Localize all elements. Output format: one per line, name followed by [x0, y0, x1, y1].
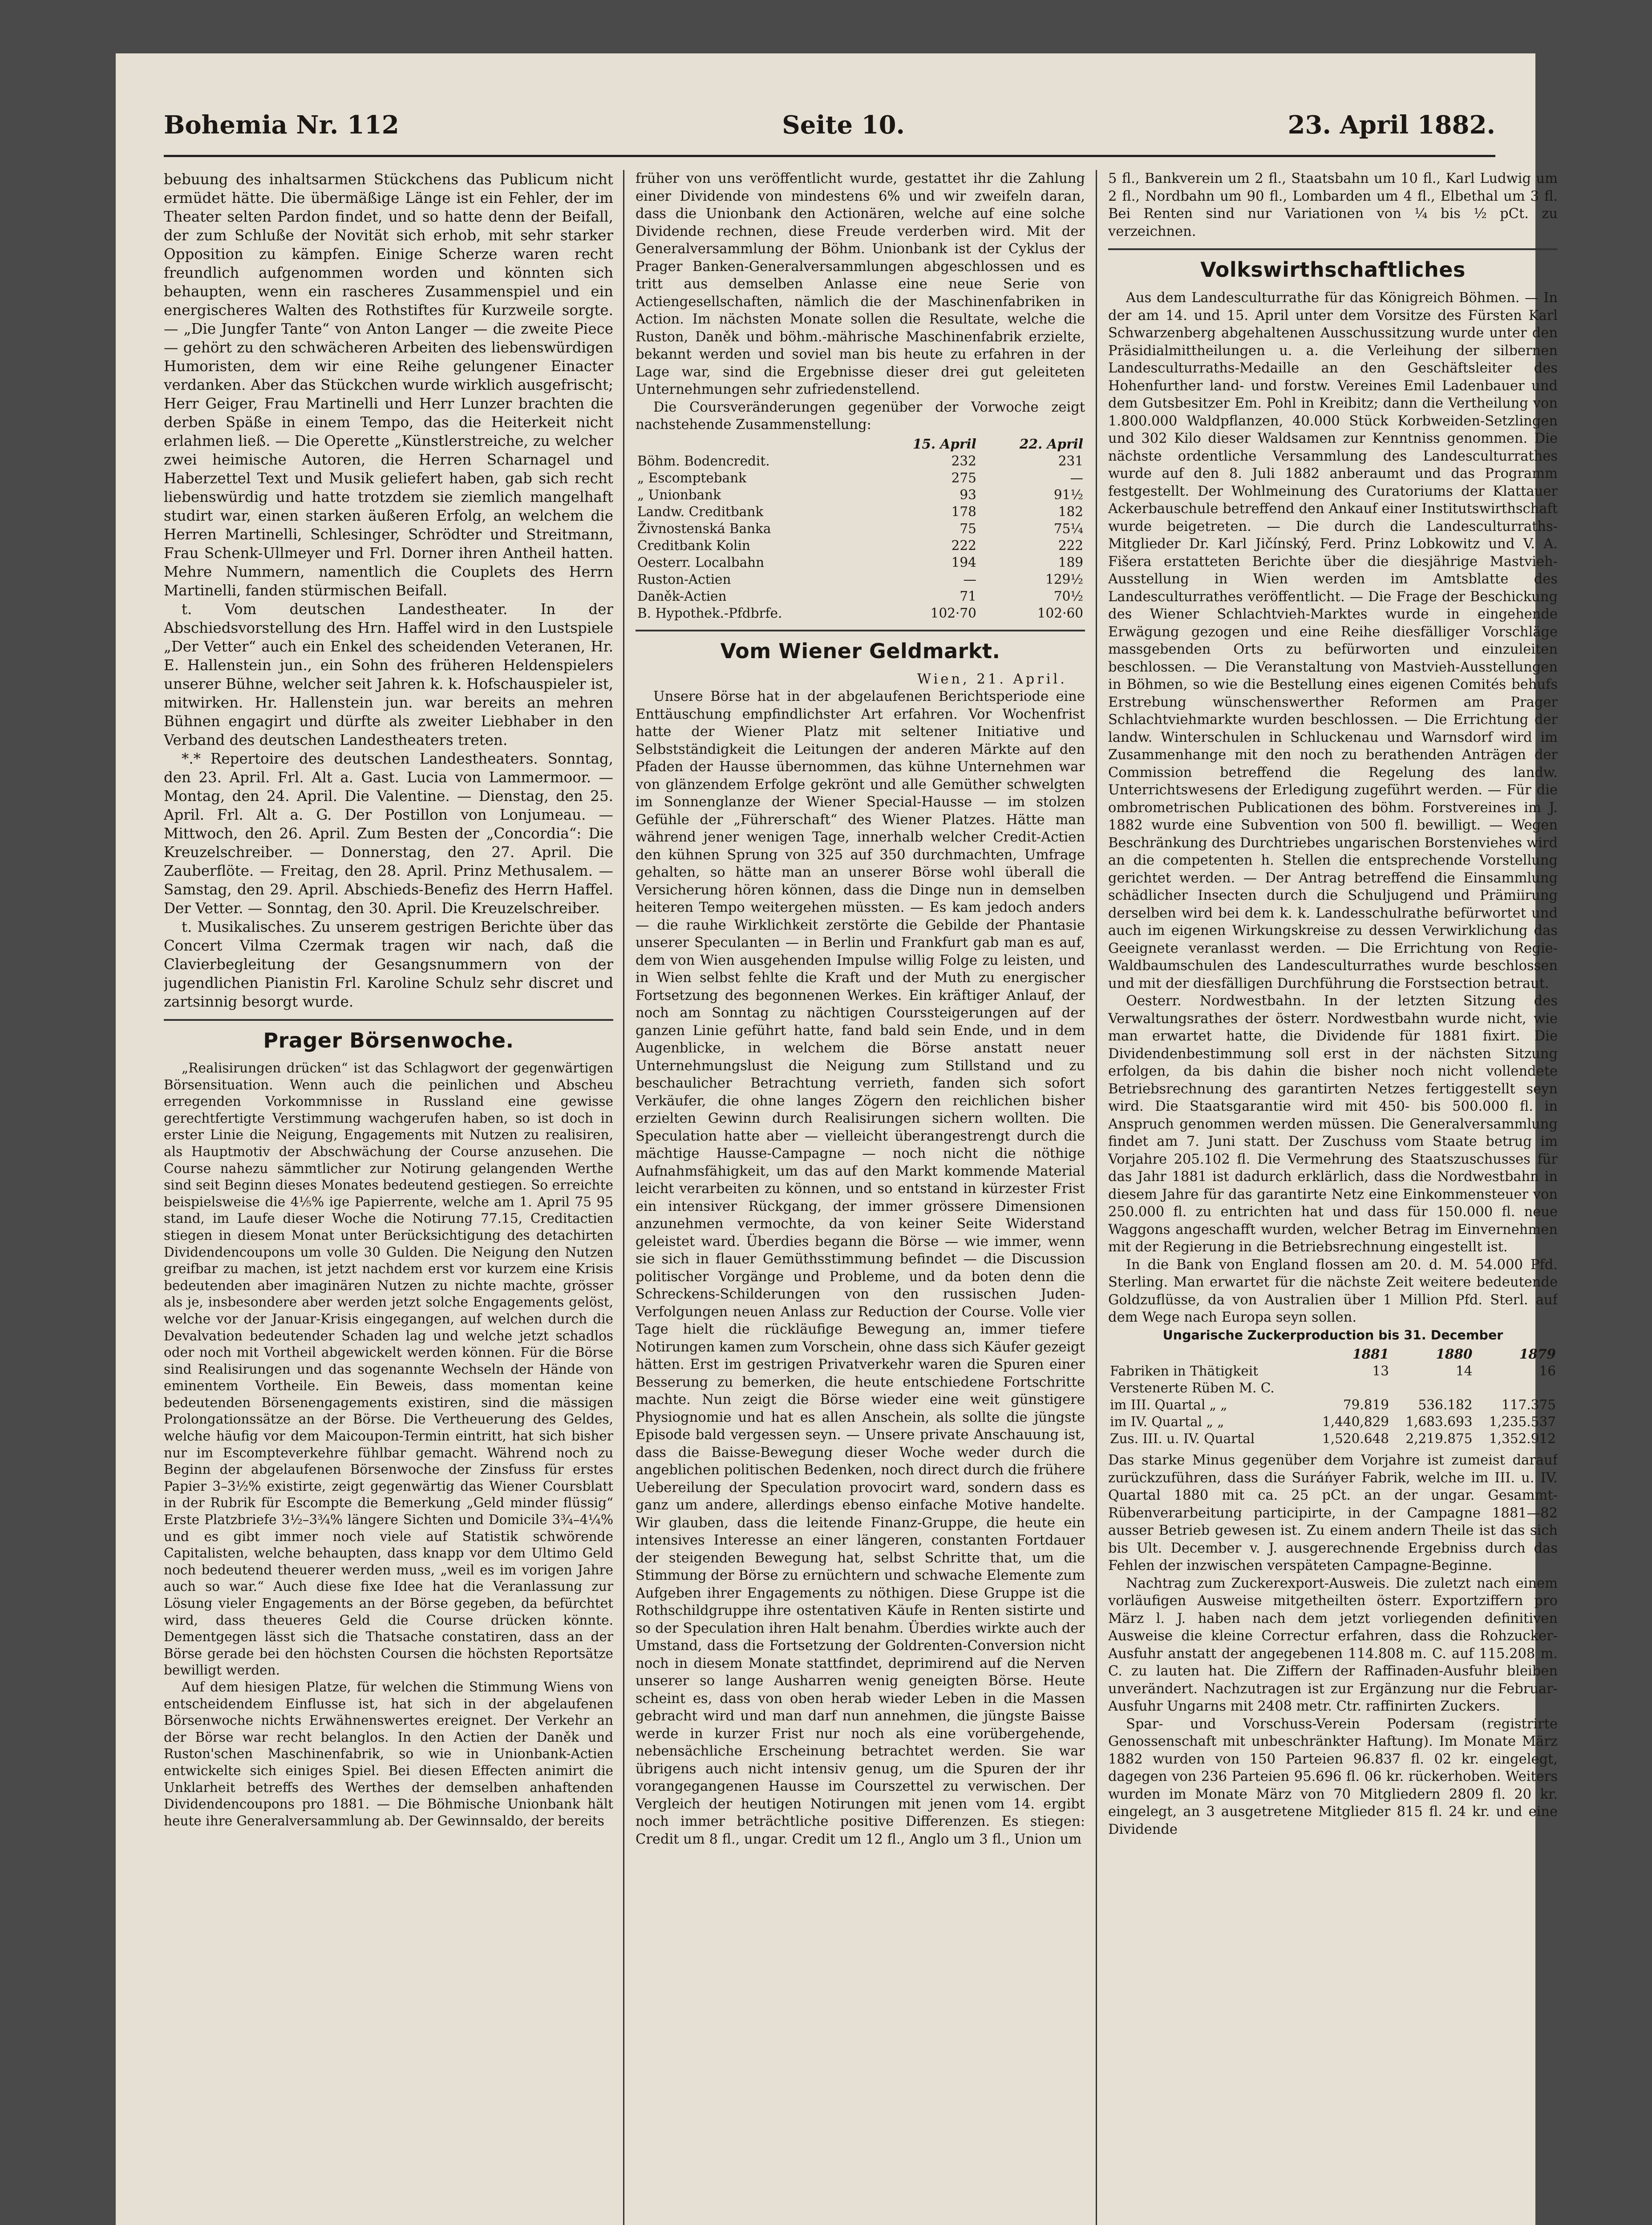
table-row — [1108, 1413, 1558, 1430]
table-row — [1108, 1396, 1558, 1413]
table-cell: 1,440,829 — [1322, 1414, 1389, 1429]
table-row — [1108, 1380, 1558, 1396]
theatre-review-text: bebuung des inhaltsarmen Stückchens das Publicum nicht ermüdet hätte. Die übermäßige Länge ist ein Fehler, der im Theater selten Pardon findet, und so hatte denn der Beifall, der zum Schluße der Novität sich erhob, mit sehr starker Opposition zu kämpfen. Einige Scherze waren recht freundlich aufgenommen worden und könnten sich behaupten, wenn ein rascheres Zusammenspiel und ein energischeres Walten des Rothstiftes für Kurzweile sorgte. — „Die Jungfer Tante“ von Anton Langer — die zweite Piece — gehört zu den schwächeren Arbeiten des liebenswürdigen Humoristen, dem wir eine Reihe gelungener Einacter verdanken. Aber das Stückchen wurde wirklich ausgefrischt; Herr Geiger, Frau Martinelli und Herr Lunzer brachten die derben Späße in einem Tempo, das die Heiterkeit nicht erlahmen ließ. — Die Operette „Künstlerstreiche, zu welcher zwei heimische Autoren, die Herren Scharnagel und Haberzettel Text und Musik geliefert haben, gab sich recht liebenswürdig und hatte trotzdem sie ziemlich mangelhaft studirt war, einen starken äußeren Erfolg, an welchem die Herren Martinelli, Schlesinger, Schrödter und Streitmann, Frau Schenk-Ullmeyer und Frl. Dorner ihren Antheil hatten. Mehre Nummern, namentlich die Couplets des Herrn Martinelli, fanden stürmischen Beifall. — [164, 171, 613, 599]
table-cell: Böhm. Bodencredit. — [637, 453, 770, 469]
table-cell: Zus. III. u. IV. Quartal — [1110, 1431, 1255, 1446]
article-paragraph: Spar- und Vorschuss-Verein Podersam (registrirte Genossenschaft mit unbeschränkter Haftung). Im Monate März 1882 wurden von 150 Parteien 96.837 fl. 02 kr. eingelegt, dagegen von 236 Parteien 95.696 fl. 06 kr. rückerhoben. Weiters wurden im Monate März von 70 Mitgliedern 2809 fl. 20 kr. eingelegt, an 3 ausgetretene Mitglieder 815 fl. 24 kr. und eine Dividende — [1108, 1716, 1558, 1837]
table-cell — [1391, 1380, 1474, 1396]
table-cell: 93 — [960, 487, 976, 502]
table-header-row — [1108, 1346, 1558, 1363]
table-row — [636, 520, 1085, 537]
table-cell: „ Unionbank — [637, 487, 721, 502]
article-paragraph: Die Coursveränderungen gegenüber der Vorwoche zeigt nachstehende Zusammenstellung: — [636, 399, 1085, 433]
table-cell: Živnostenská Banka — [637, 521, 771, 536]
table-cell: 79.819 — [1343, 1397, 1389, 1412]
table-row — [636, 486, 1085, 503]
table-row — [636, 537, 1085, 554]
table-cell — [1474, 1380, 1558, 1396]
table-header: 1880 — [1436, 1346, 1473, 1362]
table-cell: 178 — [951, 504, 976, 519]
table-header: 22. April — [1019, 436, 1083, 452]
article-paragraph: In die Bank von England flossen am 20. d. M. 54.000 Pfd. Sterling. Man erwartet für die nächste Zeit weitere bedeutende Goldzuflüsse, da von Australien über 1 Million Pfd. Sterl. auf dem Wege nach Europa seyn sollen. — [1108, 1257, 1558, 1325]
table-cell: 75 — [960, 521, 976, 536]
table-row — [636, 571, 1085, 588]
article-paragraph: Aus dem Landesculturrathe für das Königreich Böhmen. — In der am 14. und 15. April unter dem Vorsitze des Fürsten Karl Schwarzenberg abgehaltenen Ausschussitzung wurde unter den Präsidialmittheilungen u. a. die Verleihung der silbernen Landesculturraths-Medaille an den Geschäftsleiter des Hohenfurther land- und forstw. Vereines Emil Ladenbauer und dem Gutsbesitzer Em. Pohl in Kreibitz; dann die Vertheilung von 1.800.000 Waldpflanzen, 40.000 Stück Korbweiden-Setzlingen und 302 Kilo dieser Waldsamen zur Kenntniss genommen. Die nächste ordentliche Versammlung des Landesculturrathes wurde auf den 8. Juli 1882 anberaumt und das Programm festgestellt. Der Wohlmeinung des Curatoriums der Klattauer Ackerbauschule betreffend den Ankauf einer Institutswirthschaft wurde beigetreten. — Die durch die Landesculturraths-Mitglieder Dr. Karl Jičínský, Ferd. Prinz Lobkowitz und V. A. Fišera erstatteten Berichte über die diesjährige Mastvieh-Ausstellung in Wien werden im Amtsblatte des Landesculturrathes veröffentlicht. — Die Frage der Beschickung des Wiener Schlachtvieh-Marktes wurde in eingehende Erwägung gezogen und eine Reihe diesfälliger Vorschläge massgebenden Orts zu befürworten und einzuleiten beschlossen. — Die Veranstaltung von Mastvieh-Ausstellungen in Böhmen, so wie die Bestellung eines eigenen Comités behufs Erstrebung wünschenswerther Reformen am Prager Schlachtviehmarkte wurden beschlossen. — Die Errichtung der landw. Winterschulen in Schluckenau und Warnsdorf wird im Zusammenhange mit den noch zu berathenden Anträgen der Commission betreffend die Regelung des landw. Unterrichtswesens der Erledigung zugeführt werden. — Für die ombrometrischen Publicationen des böhm. Forstvereines im J. 1882 wurde eine Subvention von 500 fl. bewilligt. — Wegen Beschränkung des Durchtriebes ungarischen Borstenviehes wird an die competenten h. Stellen die entsprechende Vorstellung gerichtet werden. — Der Antrag betreffend die Einsammlung schädlicher Insecten durch die Schuljugend und Prämiirung derselben wird bei dem k. k. Landesschulrathe befürwortet und auch im eigenen Wirkungskreise zu dessen Verwirklichung das Geeignete veranlasst werden. — Die Errichtung von Regie-Waldbaumschulen des Landesculturrathes wurde beschlossen und mit der diesfälligen Durchführung die Forstsection betraut. — [1108, 290, 1558, 991]
page-header — [164, 100, 1495, 140]
table-cell: im IV. Quartal „ „ — [1110, 1414, 1224, 1429]
column-rule — [1096, 170, 1097, 2225]
table-cell: 91½ — [1053, 487, 1083, 502]
header-page-number: Seite 10. — [782, 110, 905, 140]
section-rule — [164, 1019, 613, 1021]
table-cell: 182 — [1058, 504, 1083, 519]
table-cell: 536.182 — [1418, 1397, 1473, 1412]
table-cell: Verstenerte Rüben M. C. — [1110, 1380, 1275, 1396]
sugar-production-table — [1108, 1346, 1558, 1447]
article-paragraph: „Realisirungen drücken“ ist das Schlagwort der gegenwärtigen Börsensituation. Wenn auch die peinlichen und Abscheu erregenden Vorkommnisse in Russland eine gewisse gerechtfertigte Verstimmung wachgerufen haben, so ist doch in erster Linie die Neigung, Engagements mit Nutzen zu realisiren, als Hauptmotiv der Abschwächung der Course anzusehen. Die Course nahezu sämmtlicher zur Notirung gelangenden Werthe sind seit Beginn dieses Monates bedeutend gestiegen. So erreichte beispielsweise die 4⅕% ige Papierrente, welche am 1. April 75 95 stand, im Laufe dieser Woche die Notirung 77.15, Creditactien stiegen in diesem Monat unter Berücksichtigung des detachirten Dividendencoupons um volle 30 Gulden. Die Neigung den Nutzen greifbar zu machen, ist jetzt nachdem erst vor kurzem eine Krisis bedeutenden aber imaginären Nutzen zu nichte machte, grösser als je, insbesondere aber werden jetzt solche Engagements gelöst, welche vor der Januar-Krisis eingegangen, auf welchen durch die Devalvation bedeutender Schaden lag und welche jetzt schadlos oder noch mit Vortheil abgewickelt werden können. Für die Börse sind Realisirungen und das sogenannte Wechseln der Hände von eminentem Vortheile. Ein Beweis, dass momentan keine bedeutenden Börsenengagements existiren, sind die mässigen Prolongationssätze an der Börse. Die Vertheuerung des Geldes, welche häufig vor dem Maicoupon-Termin eintritt, hat sich bisher nur im Escompteverkehre fühlbar gemacht. Während noch zu Beginn der abgelaufenen Börsenwoche der Zinsfuss für erstes Papier 3–3½% existirte, zeigt gegenwärtig das Wiener Coursblatt in der Rubrik für Escompte die Bemerkung „Geld minder flüssig“ Erste Platzbriefe 3½–3¾% längere Sichten und Domicile 3¾–4¼% und es gibt immer noch viele auf Statistik schwörende Capitalisten, welche behaupten, dass knapp vor dem Ultimo Geld noch bedeutend theuerer werden muss, „weil es im vorigen Jahre auch so war.“ Auch diese fixe Idee hat die Veranlassung zur Lösung vieler Engagements an der Börse gegeben, da befürchtet wird, dass theueres Geld die Course drücken könnte. Dementgegen lässt sich die Thatsache constatiren, dass an der Börse gerade bei den höchsten Coursen die höchsten Reportsätze bewilligt werden. — [164, 1060, 613, 1678]
article-paragraph: 5 fl., Bankverein um 2 fl., Staatsbahn um 10 fl., Karl Ludwig um 2 fl., Nordbahn um 90 fl., Lombarden um 4 fl., Elbethal um 3 fl. Bei Renten sind nur Variationen von ¼ bis ½ pCt. zu verzeichnen. — [1108, 171, 1558, 239]
table-cell: 222 — [1058, 538, 1083, 553]
article-paragraph: Nachtrag zum Zuckerexport-Ausweis. Die zuletzt nach einem vorläufigen Ausweise mitgetheilten österr. Exportziffern pro März l. J. haben nach dem jetzt vorliegenden definitiven Ausweise die kleine Correctur erfahren, dass die Rohzucker-Ausfuhr anstatt der angegebenen 114.808 m. C. auf 115.208 m. C. zu lauten hat. Die Ziffern der Raffinaden-Ausfuhr bleiben unverändert. Nachzutragen ist zur Ergänzung nur die Februar-Ausfuhr Ungarns mit 2408 metr. Ctr. raffinirten Zuckers. — [1108, 1575, 1558, 1714]
table-row — [636, 503, 1085, 520]
table-header — [636, 436, 871, 453]
table-cell: 232 — [951, 453, 976, 469]
table-row — [1108, 1363, 1558, 1380]
column-2 — [636, 170, 1085, 2225]
table-cell: — — [963, 571, 976, 587]
table-cell: Creditbank Kolin — [637, 538, 750, 553]
table-row — [1108, 1430, 1558, 1447]
section-rule — [1108, 248, 1558, 250]
table-row — [636, 453, 1085, 469]
dateline: Wien, 21. April. — [917, 671, 1067, 687]
section-heading-volkswirthschaftliches: Volkswirthschaftliches — [1200, 258, 1466, 282]
repertoire-notice: *.* Repertoire des deutschen Landestheaters. Sonntag, den 23. April. Frl. Alt a. Gast. Lucia von Lammermoor. — Montag, den 24. April. Die Valentine. — Dienstag, den 25. April. Frl. Alt a. G. Der Postillon von Lonjumeau. — Mittwoch, den 26. April. Zum Besten der „Concordia“: Die Kreuzelschreiber. — Donnerstag, den 27. April. Die Zauberflöte. — Freitag, den 28. April. Prinz Methusalem. — Samstag, den 29. April. Abschieds-Benefiz des Herrn Haffel. Der Vetter. — Sonntag, den 30. April. Die Kreuzelschreiber. — [164, 750, 613, 917]
column-1 — [164, 170, 613, 2225]
table-cell: 16 — [1539, 1363, 1556, 1379]
header-masthead: Bohemia Nr. 112 — [164, 110, 399, 140]
course-changes-table — [636, 436, 1085, 622]
table-cell: — — [1070, 470, 1083, 485]
table-cell: 102·60 — [1037, 605, 1083, 621]
table-cell: Landw. Creditbank — [637, 504, 764, 519]
table-cell: 71 — [960, 588, 976, 604]
table-cell: 1,235.537 — [1489, 1414, 1556, 1429]
table-cell: 14 — [1455, 1363, 1473, 1379]
music-notice: t. Musikalisches. Zu unserem gestrigen Berichte über das Concert Vilma Czermak tragen wir nach, daß die Clavierbegleitung der Gesangsnummern von der jugendlichen Pianistin Frl. Karoline Schulz sehr discret und zartsinnig besorgt wurde. — [164, 918, 613, 1010]
article-paragraph: Auf dem hiesigen Platze, für welchen die Stimmung Wiens von entscheidendem Einflusse ist, hat sich in der abgelaufenen Börsenwoche nichts Erwähnenswertes ereignet. Der Verkehr an der Börse war recht belanglos. In den Actien der Daněk und Ruston'schen Maschinenfabrik, so wie in Unionbank-Actien entwickelte sich einiges Spiel. Bei diesen Effecten animirt die Unklarheit betreffs des Werthes der demselben anhaftenden Dividendencoupons pro 1881. — Die Böhmische Unionbank hält heute ihre Generalversammlung ab. Der Gewinnsaldo, der bereits — [164, 1679, 613, 1829]
table-cell: 2,219.875 — [1405, 1431, 1473, 1446]
section-heading-prager-boersenwoche: Prager Börsenwoche. — [263, 1028, 514, 1052]
table-cell: 13 — [1372, 1363, 1389, 1379]
header-date: 23. April 1882. — [1288, 110, 1495, 140]
table-header: 1881 — [1352, 1346, 1389, 1362]
table-cell — [1308, 1380, 1391, 1396]
table-cell: 231 — [1058, 453, 1083, 469]
table-cell: „ Escomptebank — [637, 470, 747, 485]
table-cell: Daněk-Actien — [637, 588, 727, 604]
newspaper-page — [116, 53, 1558, 2225]
table-cell: 70½ — [1053, 588, 1083, 604]
table-row — [636, 469, 1085, 486]
table-header: 1879 — [1519, 1346, 1556, 1362]
table-header — [1108, 1346, 1308, 1363]
table-cell: im III. Quartal „ „ — [1110, 1397, 1227, 1412]
table-cell: 222 — [951, 538, 976, 553]
table-cell: 117.375 — [1502, 1397, 1556, 1412]
column-3 — [1108, 170, 1558, 2225]
table-cell: 194 — [951, 554, 976, 570]
header-rule — [164, 155, 1495, 157]
article-paragraph: Das starke Minus gegenüber dem Vorjahre ist zumeist darauf zurückzuführen, dass die Suráńyer Fabrik, welche im III. u. IV. Quartal 1880 mit ca. 25 pCt. an der ungar. Gesammt-Rübenverarbeitung participirte, in der Campagne 1881—82 ausser Betrieb gewesen ist. Zu einem andern Theile ist das sich bis Ult. December v. J. ausgerechnende Ergebniss durch das Fehlen der inzwischen verspäteten Campagne-Beginne. — [1108, 1452, 1558, 1574]
table-cell: 189 — [1058, 554, 1083, 570]
table-cell: 129½ — [1045, 571, 1083, 587]
table-cell: 1,683.693 — [1405, 1414, 1473, 1429]
table-row — [636, 588, 1085, 605]
table-cell: 75¼ — [1053, 521, 1083, 536]
table-cell: 1,520.648 — [1322, 1431, 1389, 1446]
table-cell: Ruston-Actien — [637, 571, 731, 587]
landestheater-notice: t. Vom deutschen Landestheater. In der Abschiedsvorstellung des Hrn. Haffel wird in den Lustspiele „Der Vetter“ auch ein Enkel des scheidenden Veteranen, Hr. E. Hallenstein jun., ein Sohn des früheren Heldenspielers unserer Bühne, welcher seit Jahren k. k. Hofschauspieler ist, mitwirken. Hr. Hallenstein jun. war bereits an mehren Bühnen engagirt und dürfte als zweiter Liebhaber in den Verband des deutschen Landestheaters treten. — [164, 601, 613, 748]
table-header-row — [636, 436, 1085, 453]
table-cell: 102·70 — [930, 605, 976, 621]
article-paragraph: Unsere Börse hat in der abgelaufenen Berichtsperiode eine Enttäuschung empfindlichster Art erfahren. Vor Wochenfrist hatte der Wiener Platz mit seltener Initiative und Selbstständigkeit die Leitungen der anderen Märkte auf den Pfaden der Hausse übernommen, das kühne Unternehmen war von glänzendem Erfolge gekrönt und alle Gemüther schwelgten im Sonnenglanze der Wiener Special-Hausse — im stolzen Gefühle der „Führerschaft“ des Wiener Platzes. Hätte man während jener wenigen Tage, innerhalb welcher Credit-Actien den kühnen Sprung von 325 auf 350 durchmachten, Umfrage gehalten, so hätte man an unserer Börse wohl überall die Versicherung hören können, dass die Dinge nun in demselben heiteren Tempo weitergehen müssten. — Es kam jedoch anders — die rauhe Wirklichkeit zerstörte die Gebilde der Phantasie unserer Speculanten — in Berlin und Frankfurt gab man es auf, dem von Wien ausgehenden Impulse willig Folge zu leisten, und in Wien selbst fehlte die Kraft und der Muth zu energischer Fortsetzung des begonnenen Werkes. Ein kräftiger Anlauf, der noch am Sonntag zu nächtigen Courssteigerungen auf der ganzen Linie geführt hatte, fand bald sein Ende, und in dem Augenblicke, in welchem die Börse anstatt neuer Unternehmungslust die Neigung zum Stillstand und zu beschaulicher Betrachtung verrieth, fanden sich sofort Verkäufer, die ohne langes Zögern den reichlichen bisher erzielten Gewinn durch Realisirungen sichern wollten. Die Speculation hatte aber — vielleicht überangestrengt durch die mächtige Hausse-Campagne — noch nicht die nöthige Aufnahmsfähigkeit, um das auf den Markt kommende Material leicht verarbeiten zu können, und so entstand in kürzester Frist ein intensiver Rückgang, der immer grössere Dimensionen anzunehmen vermochte, da von keiner Seite Widerstand geleistet ward. Überdies begann die Börse — wie immer, wenn sie sich in flauer Gemüthsstimmung befindet — die Discussion politischer Vorgänge und Probleme, und da boten denn die Schreckens-Schilderungen von den russischen Juden-Verfolgungen neuen Anlass zur Reduction der Course. Volle vier Tage hielt die rückläufige Bewegung an, immer tiefere Notirungen kamen zum Vorschein, ohne dass sich Käufer gezeigt hätten. Erst im gestrigen Privatverkehr waren die Spuren einer Besserung zu bemerken, die heute entschiedene Fortschritte machte. Nun zeigt die Börse wieder eine weit günstigere Physiognomie und hat es allen Anschein, als sollte die jüngste Episode bald vergessen seyn. — Unsere private Anschauung ist, dass die Baisse-Bewegung dieser Woche weder durch die angeblichen politischen Bedenken, noch direct durch die frühere Uebereilung der Speculation provocirt ward, sondern dass es ganz um andere, allerdings ebenso einfache Motive handelte. Wir glauben, dass die leitende Finanz-Gruppe, die heute ein intensives Interesse an einer längeren, constanten Fortdauer der steigenden Bewegung hat, selbst Schritte that, um die Stimmung der Börse zu ernüchtern und schwache Elemente zum Aufgeben ihrer Engagements zu nöthigen. Diese Gruppe ist die Rothschildgruppe ihre ostentativen Käufe in Renten sistirte und so der Speculation ihren Halt benahm. Überdies wirkte auch der Umstand, dass die Fortsetzung der Goldrenten-Conversion nicht noch in diesem Monate stattfindet, deprimirend auf die Nerven unserer so lange Ausharren wenig geneigten Börse. Heute scheint es, dass von oben herab wieder Leben in die Massen gebracht wird und man darf nun annehmen, die jüngste Baisse werde in kurzer Frist nur noch als eine vorübergehende, nebensächliche Erscheinung betrachtet werden. Sie war übrigens auch nicht intensiv genug, um die Spuren der ihr vorangegangenen Hausse im Courszettel zu verwischen. Der Vergleich der heutigen Notirungen mit jenen vom 14. ergibt noch immer beträchtliche positive Differenzen. Es stiegen: Credit um 8 fl., ungar. Credit um 12 fl., Anglo um 3 fl., Union um — [636, 689, 1085, 1847]
table-cell: 275 — [951, 470, 976, 485]
article-paragraph: Oesterr. Nordwestbahn. In der letzten Sitzung des Verwaltungsrathes der österr. Nordwestbahn wurde nicht, wie man erwartet hatte, die Dividende für 1881 fixirt. Die Dividendenbestimmung soll erst in der nächsten Sitzung erfolgen, da bis dahin die bisher noch nicht vollendete Betriebsrechnung des garantirten Netzes fertiggestellt seyn wird. Die Staatsgarantie wird mit 450- bis 500.000 fl. in Anspruch genommen werden müssen. Die Generalversammlung findet am 7. Juni statt. Der Zuschuss vom Staate betrug im Vorjahre 205.102 fl. Die Vermehrung des Staatszuschusses für das Jahr 1881 ist dadurch erklärlich, dass die Nordwestbahn in diesem Jahre für das garantirte Netz eine Einkommensteuer von 250.000 fl. zu entrichten hat und dass für 150.000 fl. neue Waggons angeschafft wurden, welcher Betrag im Einvernehmen mit der Regierung in die Betriebsrechnung eingestellt ist. — [1108, 993, 1558, 1255]
section-heading-wiener-geldmarkt: Vom Wiener Geldmarkt. — [720, 639, 1000, 663]
table-row — [636, 554, 1085, 571]
article-paragraph: früher von uns veröffentlicht wurde, gestattet ihr die Zahlung einer Dividende von mindestens 6% und wir zweifeln daran, dass die Unionbank den Actionären, welche auf eine solche Dividende rechnen, diese Freude verderben wird. Mit der Generalversammlung der Böhm. Unionbank ist der Cyklus der Prager Banken-Generalversammlungen abgeschlossen und es tritt aus demselben Anlasse eine neue Serie von Actiengesellschaften, nämlich die der Maschinenfabriken in Action. Im nächsten Monate sollen die Resultate, welche die Ruston, Daněk und böhm.-mährische Maschinenfabrik erzielte, bekannt werden und soviel man bis heute zu erfahren in der Lage war, sind die Ergebnisse dieser drei gut geleiteten Unternehmungen sehr zufriedenstellend. — [636, 171, 1085, 397]
sugar-production-heading: Ungarische Zuckerproduction bis 31. December — [1162, 1327, 1503, 1343]
table-header: 15. April — [912, 436, 976, 452]
table-cell: 1,352.912 — [1489, 1431, 1556, 1446]
table-row — [636, 605, 1085, 622]
table-cell: Fabriken in Thätigkeit — [1110, 1363, 1259, 1379]
section-rule — [636, 630, 1085, 631]
column-rule — [623, 170, 624, 2225]
table-cell: B. Hypothek.-Pfdbrfe. — [637, 605, 782, 621]
table-cell: Oesterr. Localbahn — [637, 554, 765, 570]
